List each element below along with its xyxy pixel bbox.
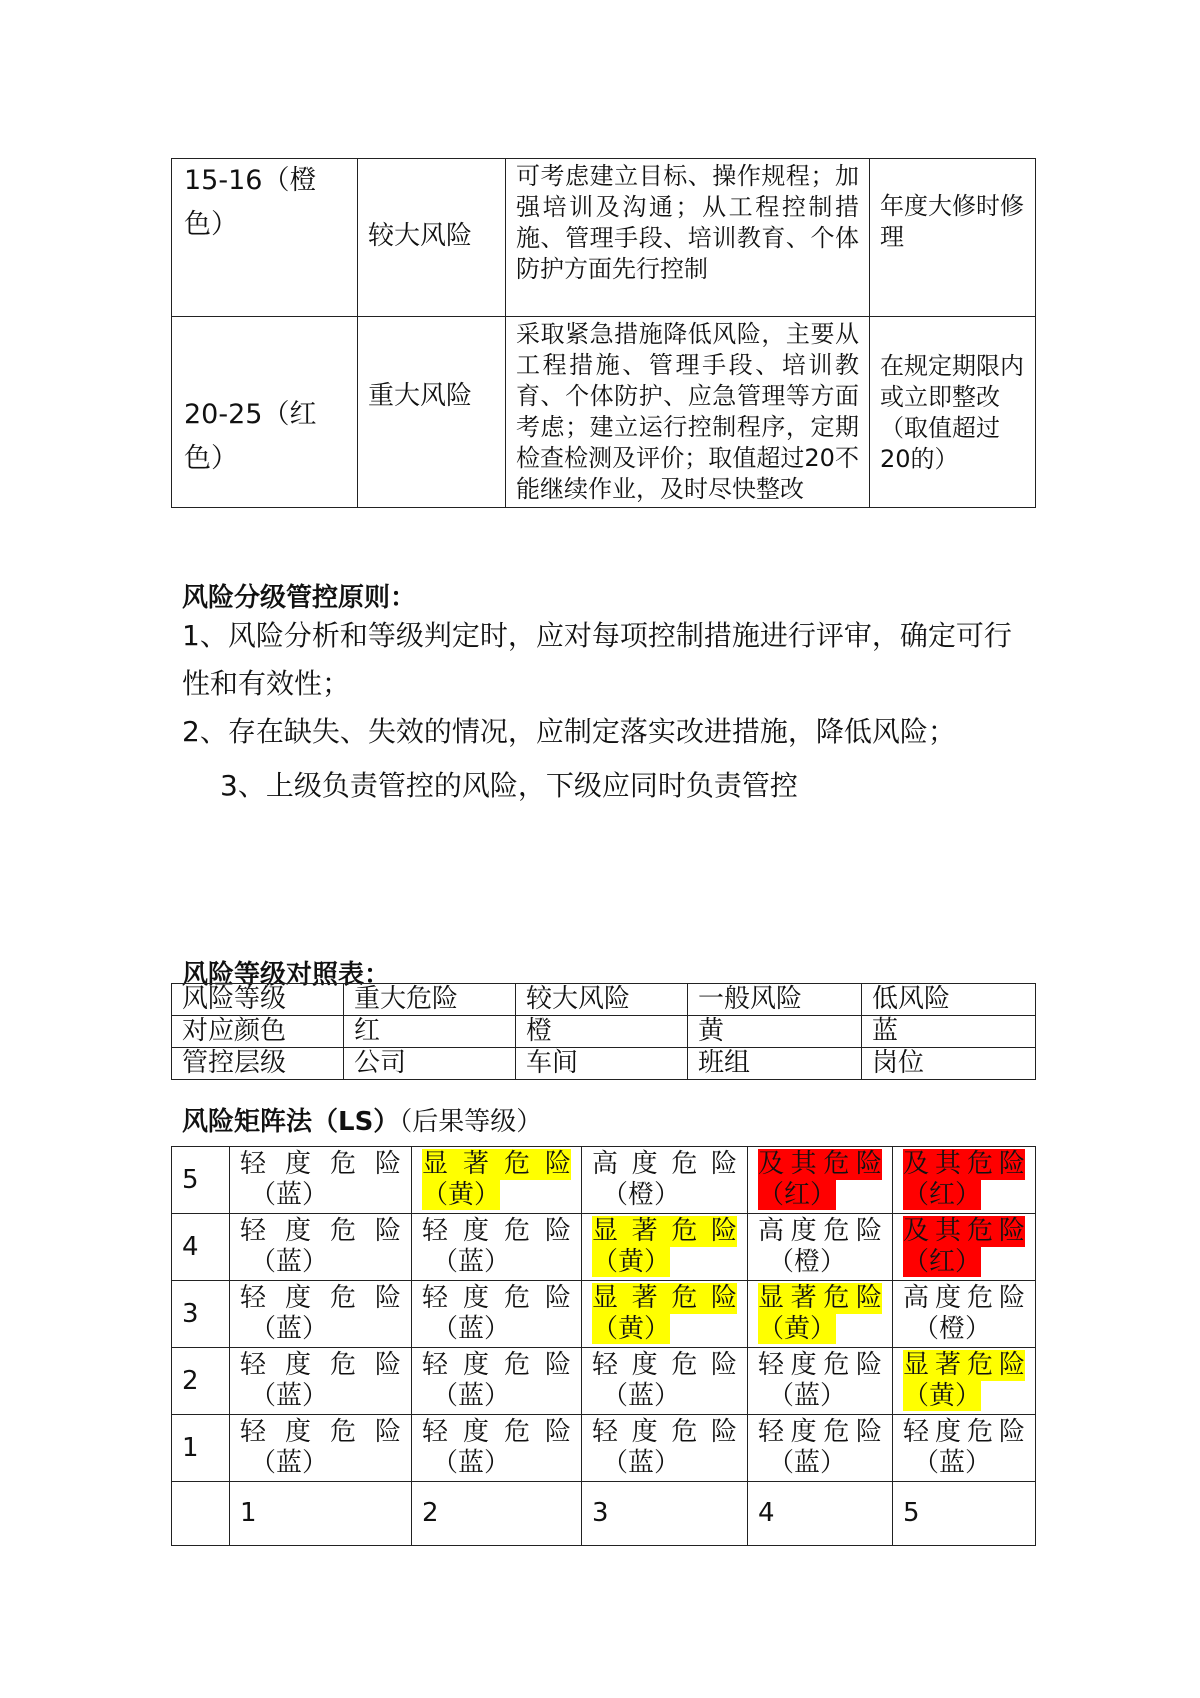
matrix-row xyxy=(172,1147,1036,1214)
risk-degree-label: 轻度危险 xyxy=(240,1149,401,1179)
risk-color-label: （蓝） xyxy=(432,1314,511,1344)
matrix-cell xyxy=(893,1348,1036,1415)
risk-color-label: （红） xyxy=(758,1180,837,1210)
matrix-cell xyxy=(230,1214,412,1281)
risk-degree-label: 轻度危险 xyxy=(240,1216,401,1246)
table-cell: 车间 xyxy=(516,1048,688,1080)
risk-degree-label: 显著危险 xyxy=(758,1283,882,1313)
risk-name-cell: 较大风险 xyxy=(358,159,506,317)
risk-color-label: （黄） xyxy=(592,1314,671,1344)
risk-color-label: （黄） xyxy=(758,1314,837,1344)
severity-level-label: 5 xyxy=(893,1482,1036,1546)
principle-item: 1、风险分析和等级判定时，应对每项控制措施进行评审，确定可行性和有效性； xyxy=(182,619,1012,700)
matrix-cell xyxy=(582,1348,748,1415)
principles-list xyxy=(182,612,1032,810)
matrix-cell xyxy=(412,1415,582,1482)
risk-color-label: （蓝） xyxy=(768,1381,847,1411)
matrix-cell xyxy=(412,1348,582,1415)
risk-level-comparison-table xyxy=(171,983,1036,1080)
risk-degree-label: 轻度危险 xyxy=(240,1417,401,1447)
risk-degree-label: 及其危险 xyxy=(903,1216,1025,1246)
risk-color-label: （黄） xyxy=(422,1180,501,1210)
matrix-row xyxy=(172,1214,1036,1281)
risk-color-label: （橙） xyxy=(602,1180,681,1210)
matrix-cell xyxy=(582,1415,748,1482)
table-cell: 岗位 xyxy=(862,1048,1036,1080)
matrix-cell xyxy=(412,1214,582,1281)
risk-color-label: （蓝） xyxy=(250,1180,329,1210)
risk-color-label: （红） xyxy=(903,1180,982,1210)
likelihood-level-label: 4 xyxy=(172,1214,230,1281)
risk-color-label: （蓝） xyxy=(432,1448,511,1478)
matrix-cell xyxy=(748,1348,893,1415)
matrix-cell xyxy=(893,1281,1036,1348)
table-cell: 蓝 xyxy=(862,1016,1036,1048)
risk-matrix-table xyxy=(171,1146,1036,1546)
likelihood-level-label: 2 xyxy=(172,1348,230,1415)
rectification-deadline-cell: 年度大修时修理 xyxy=(870,159,1036,317)
risk-color-label xyxy=(592,1247,737,1278)
risk-name-cell: 重大风险 xyxy=(358,317,506,508)
matrix-cell xyxy=(582,1147,748,1214)
severity-level-label: 4 xyxy=(748,1482,893,1546)
table-row xyxy=(172,317,1036,508)
matrix-cell xyxy=(230,1348,412,1415)
table-cell: 较大风险 xyxy=(516,984,688,1016)
matrix-cell xyxy=(748,1415,893,1482)
matrix-cell xyxy=(230,1147,412,1214)
risk-degree-label: 轻度危险 xyxy=(422,1417,571,1447)
risk-color-label: （橙） xyxy=(768,1247,847,1277)
risk-color-label xyxy=(903,1180,1025,1211)
risk-degree-label: 轻度危险 xyxy=(422,1350,571,1380)
risk-score-cell: 20-25（红色） xyxy=(172,317,358,508)
risk-color-label: （蓝） xyxy=(602,1381,681,1411)
matrix-cell xyxy=(230,1281,412,1348)
risk-score-cell: 15-16（橙色） xyxy=(172,159,358,317)
table-cell: 黄 xyxy=(688,1016,862,1048)
principle-item: 3、上级负责管控的风险，下级应同时负责管控 xyxy=(220,769,798,802)
table-row xyxy=(172,159,1036,317)
table-cell: 低风险 xyxy=(862,984,1036,1016)
risk-color-label: （黄） xyxy=(592,1247,671,1277)
table-cell: 公司 xyxy=(344,1048,516,1080)
risk-matrix-heading: 风险矩阵法（LS）（后果等级） xyxy=(182,1107,543,1137)
row-header-cell: 风险等级 xyxy=(172,984,344,1016)
risk-color-label xyxy=(758,1180,882,1211)
matrix-cell xyxy=(893,1214,1036,1281)
empty-corner-cell xyxy=(172,1482,230,1546)
matrix-cell xyxy=(412,1147,582,1214)
risk-color-label xyxy=(592,1314,737,1345)
risk-color-label: （蓝） xyxy=(250,1381,329,1411)
risk-color-label xyxy=(422,1180,571,1211)
row-header-cell: 对应颜色 xyxy=(172,1016,344,1048)
risk-degree-label: 显著危险 xyxy=(592,1283,737,1313)
risk-color-label: （蓝） xyxy=(913,1448,992,1478)
table-cell: 班组 xyxy=(688,1048,862,1080)
risk-degree-label: 轻度危险 xyxy=(422,1283,571,1313)
matrix-cell xyxy=(748,1281,893,1348)
risk-color-label xyxy=(903,1381,1025,1412)
severity-level-label: 2 xyxy=(412,1482,582,1546)
risk-degree-label: 轻度危险 xyxy=(758,1350,882,1380)
matrix-row xyxy=(172,1348,1036,1415)
risk-level-measures-table xyxy=(171,158,1036,508)
risk-degree-label: 高度危险 xyxy=(903,1283,1025,1313)
row-header-cell: 管控层级 xyxy=(172,1048,344,1080)
risk-color-label: （蓝） xyxy=(432,1247,511,1277)
severity-axis-row xyxy=(172,1482,1036,1546)
rectification-deadline-cell: 在规定期限内或立即整改（取值超过20的） xyxy=(870,317,1036,508)
principles-heading: 风险分级管控原则： xyxy=(182,583,417,613)
risk-degree-label: 轻度危险 xyxy=(758,1417,882,1447)
risk-color-label: （红） xyxy=(903,1247,982,1277)
matrix-row xyxy=(172,1415,1036,1482)
risk-color-label: （蓝） xyxy=(250,1448,329,1478)
table-row xyxy=(172,1048,1036,1080)
table-cell: 橙 xyxy=(516,1016,688,1048)
risk-degree-label: 轻度危险 xyxy=(422,1216,571,1246)
matrix-cell xyxy=(748,1147,893,1214)
table-row xyxy=(172,984,1036,1016)
risk-degree-label: 高度危险 xyxy=(758,1216,882,1246)
severity-level-label: 3 xyxy=(582,1482,748,1546)
risk-color-label: （蓝） xyxy=(250,1247,329,1277)
risk-color-label: （橙） xyxy=(913,1314,992,1344)
risk-color-label xyxy=(903,1247,1025,1278)
likelihood-level-label: 5 xyxy=(172,1147,230,1214)
risk-color-label: （蓝） xyxy=(250,1314,329,1344)
risk-degree-label: 轻度危险 xyxy=(592,1417,737,1447)
principle-item: 2、存在缺失、失效的情况，应制定落实改进措施，降低风险； xyxy=(182,715,956,748)
control-measures-cell: 可考虑建立目标、操作规程；加强培训及沟通；从工程控制措施、管理手段、培训教育、个体防护方面先行控制 xyxy=(506,159,870,317)
risk-degree-label: 显著危险 xyxy=(422,1149,571,1179)
table-cell: 一般风险 xyxy=(688,984,862,1016)
risk-color-label: （蓝） xyxy=(768,1448,847,1478)
risk-color-label: （蓝） xyxy=(602,1448,681,1478)
severity-level-label: 1 xyxy=(230,1482,412,1546)
risk-degree-label: 显著危险 xyxy=(592,1216,737,1246)
matrix-cell xyxy=(582,1214,748,1281)
risk-degree-label: 显著危险 xyxy=(903,1350,1025,1380)
risk-degree-label: 及其危险 xyxy=(758,1149,882,1179)
matrix-cell xyxy=(230,1415,412,1482)
risk-degree-label: 轻度危险 xyxy=(240,1283,401,1313)
table-cell: 重大危险 xyxy=(344,984,516,1016)
likelihood-level-label: 3 xyxy=(172,1281,230,1348)
likelihood-level-label: 1 xyxy=(172,1415,230,1482)
matrix-cell xyxy=(893,1415,1036,1482)
table-row xyxy=(172,1016,1036,1048)
matrix-cell xyxy=(582,1281,748,1348)
matrix-cell xyxy=(893,1147,1036,1214)
risk-degree-label: 高度危险 xyxy=(592,1149,737,1179)
risk-degree-label: 轻度危险 xyxy=(903,1417,1025,1447)
matrix-cell xyxy=(412,1281,582,1348)
risk-color-label xyxy=(758,1314,882,1345)
risk-color-label: （黄） xyxy=(903,1381,982,1411)
risk-degree-label: 轻度危险 xyxy=(592,1350,737,1380)
risk-degree-label: 轻度危险 xyxy=(240,1350,401,1380)
control-measures-cell: 采取紧急措施降低风险，主要从工程措施、管理手段、培训教育、个体防护、应急管理等方面考虑；建立运行控制程序，定期检查检测及评价；取值超过20不能继续作业，及时尽快整改 xyxy=(506,317,870,508)
risk-degree-label: 及其危险 xyxy=(903,1149,1025,1179)
risk-color-label: （蓝） xyxy=(432,1381,511,1411)
table-cell: 红 xyxy=(344,1016,516,1048)
comparison-heading: 风险等级对照表： xyxy=(182,960,391,990)
matrix-cell xyxy=(748,1214,893,1281)
matrix-row xyxy=(172,1281,1036,1348)
